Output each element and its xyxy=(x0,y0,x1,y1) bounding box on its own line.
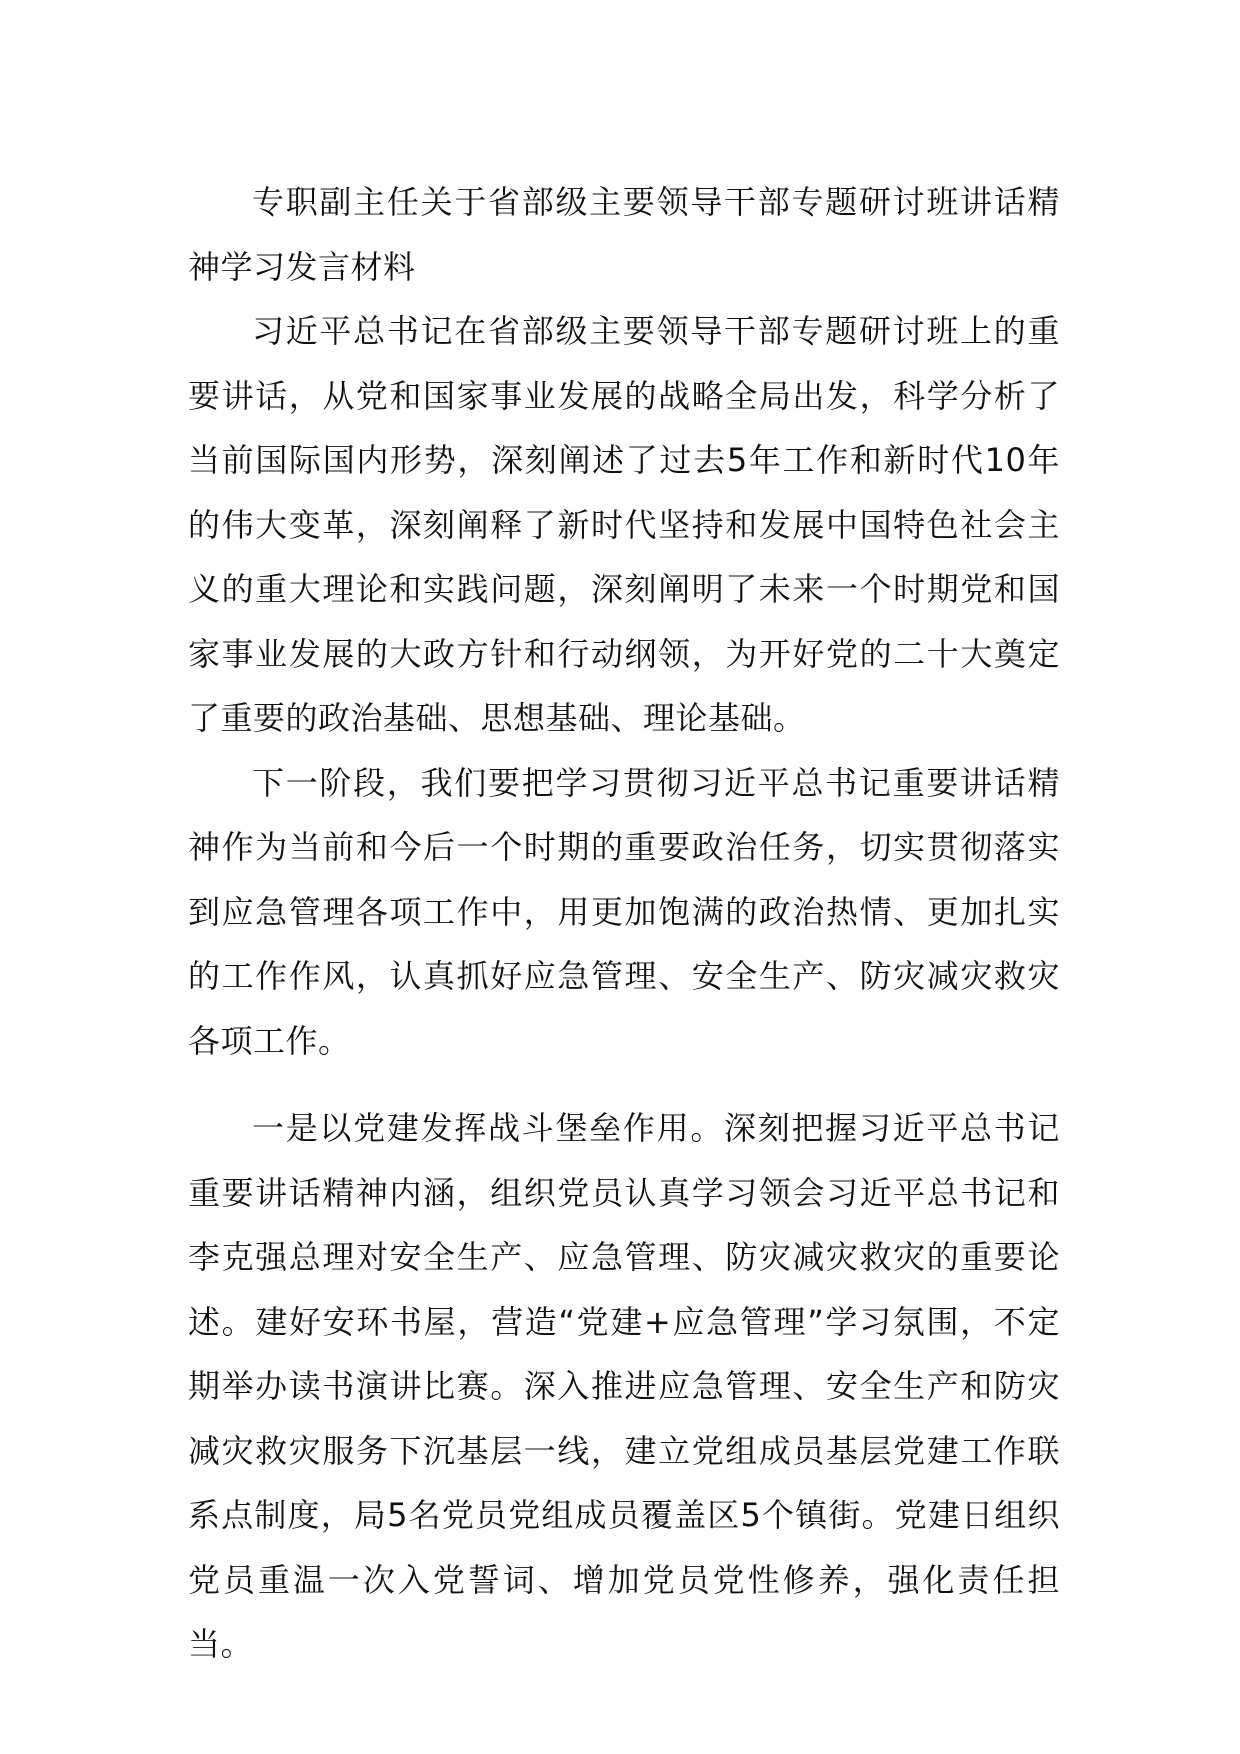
document-body xyxy=(188,170,1060,1677)
paragraph-3: 一是以党建发挥战斗堡垒作用。深刻把握习近平总书记重要讲话精神内涵，组织党员认真学习领会习近平总书记和李克强总理对安全生产、应急管理、防灾减灾救灾的重要论述。建好安环书屋，营造“党建+应急管理”学习氛围，不定期举办读书演讲比赛。深入推进应急管理、安全生产和防灾减灾救灾服务下沉基层一线，建立党组成员基层党建工作联系点制度，局5名党员党组成员覆盖区5个镇街。党建日组织党员重温一次入党誓词、增加党员党性修养，强化责任担当。 xyxy=(188,1109,1060,1663)
paragraph-1: 习近平总书记在省部级主要领导干部专题研讨班上的重要讲话，从党和国家事业发展的战略全局出发，科学分析了当前国际国内形势，深刻阐述了过去5年工作和新时代10年的伟大变革，深刻阐释了新时代坚持和发展中国特色社会主义的重大理论和实践问题，深刻阐明了未来一个时期党和国家事业发展的大政方针和行动纲领，为开好党的二十大奠定了重要的政治基础、思想基础、理论基础。 xyxy=(188,312,1060,737)
paragraph-2: 下一阶段，我们要把学习贯彻习近平总书记重要讲话精神作为当前和今后一个时期的重要政治任务，切实贯彻落实到应急管理各项工作中，用更加饱满的政治热情、更加扎实的工作作风，认真抓好应急管理、安全生产、防灾减灾救灾各项工作。 xyxy=(188,763,1060,1060)
document-title: 专职副主任关于省部级主要领导干部专题研讨班讲话精神学习发言材料 xyxy=(188,183,1060,286)
